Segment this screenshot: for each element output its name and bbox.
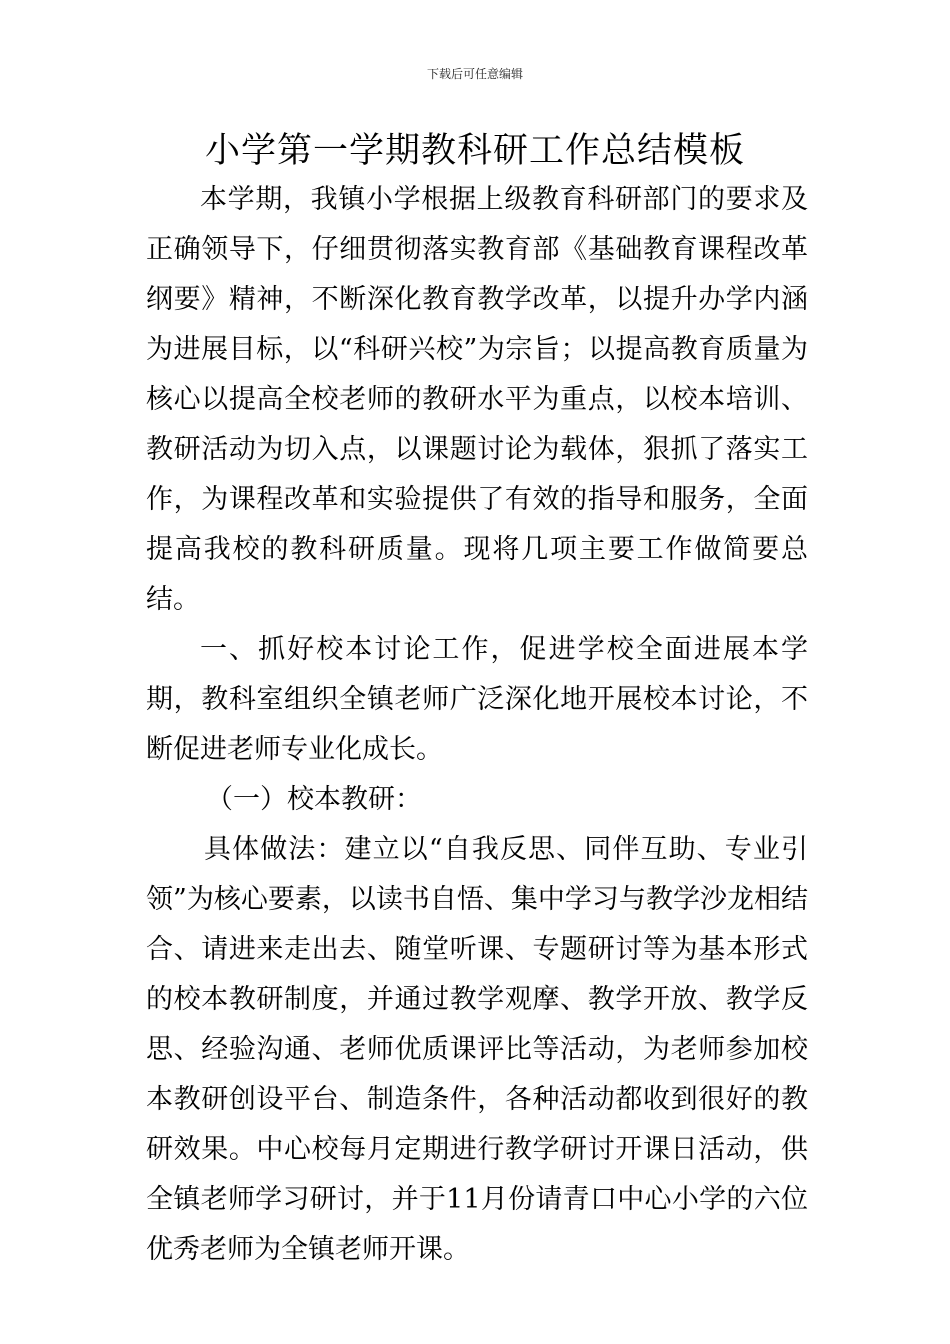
header-note: 下载后可任意编辑 bbox=[426, 67, 523, 81]
paragraph-intro: 本学期，我镇小学根据上级教育科研部门的要求及正确领导下，仔细贯彻落实教育部《基础教育课程改革纲要》精神，不断深化教育教学改革，以提升办学内涵为进展目标，以“科研兴校”为宗旨；以提高教育质量为核心以提高全校老师的教研水平为重点，以校本培训、教研活动为切入点，以课题讨论为载体，狠抓了落实工作，为课程改革和实验提供了有效的指导和服务，全面提高我校的教科研质量。现将几项主要工作做简要总结。 bbox=[146, 184, 808, 615]
document-body bbox=[146, 175, 808, 1275]
document-title: 小学第一学期教科研工作总结模板 bbox=[204, 131, 745, 171]
paragraph-section-one: 一、抓好校本讨论工作，促进学校全面进展本学期，教科室组织全镇老师广泛深化地开展校本讨论，不断促进老师专业化成长。 bbox=[146, 634, 808, 765]
paragraph-detail: 具体做法：建立以“自我反思、同伴互助、专业引领”为核心要素，以读书自悟、集中学习与教学沙龙相结合、请进来走出去、随堂听课、专题研讨等为基本形式的校本教研制度，并通过教学观摩、教学开放、教学反思、经验沟通、老师优质课评比等活动，为老师参加校本教研创设平台、制造条件，各种活动都收到很好的教研效果。中心校每月定期进行教学研讨开课日活动，供全镇老师学习研讨，并于11月份请青口中心小学的六位优秀老师为全镇老师开课。 bbox=[146, 834, 808, 1265]
paragraph-subsection-heading: （一）校本教研： bbox=[206, 784, 422, 815]
